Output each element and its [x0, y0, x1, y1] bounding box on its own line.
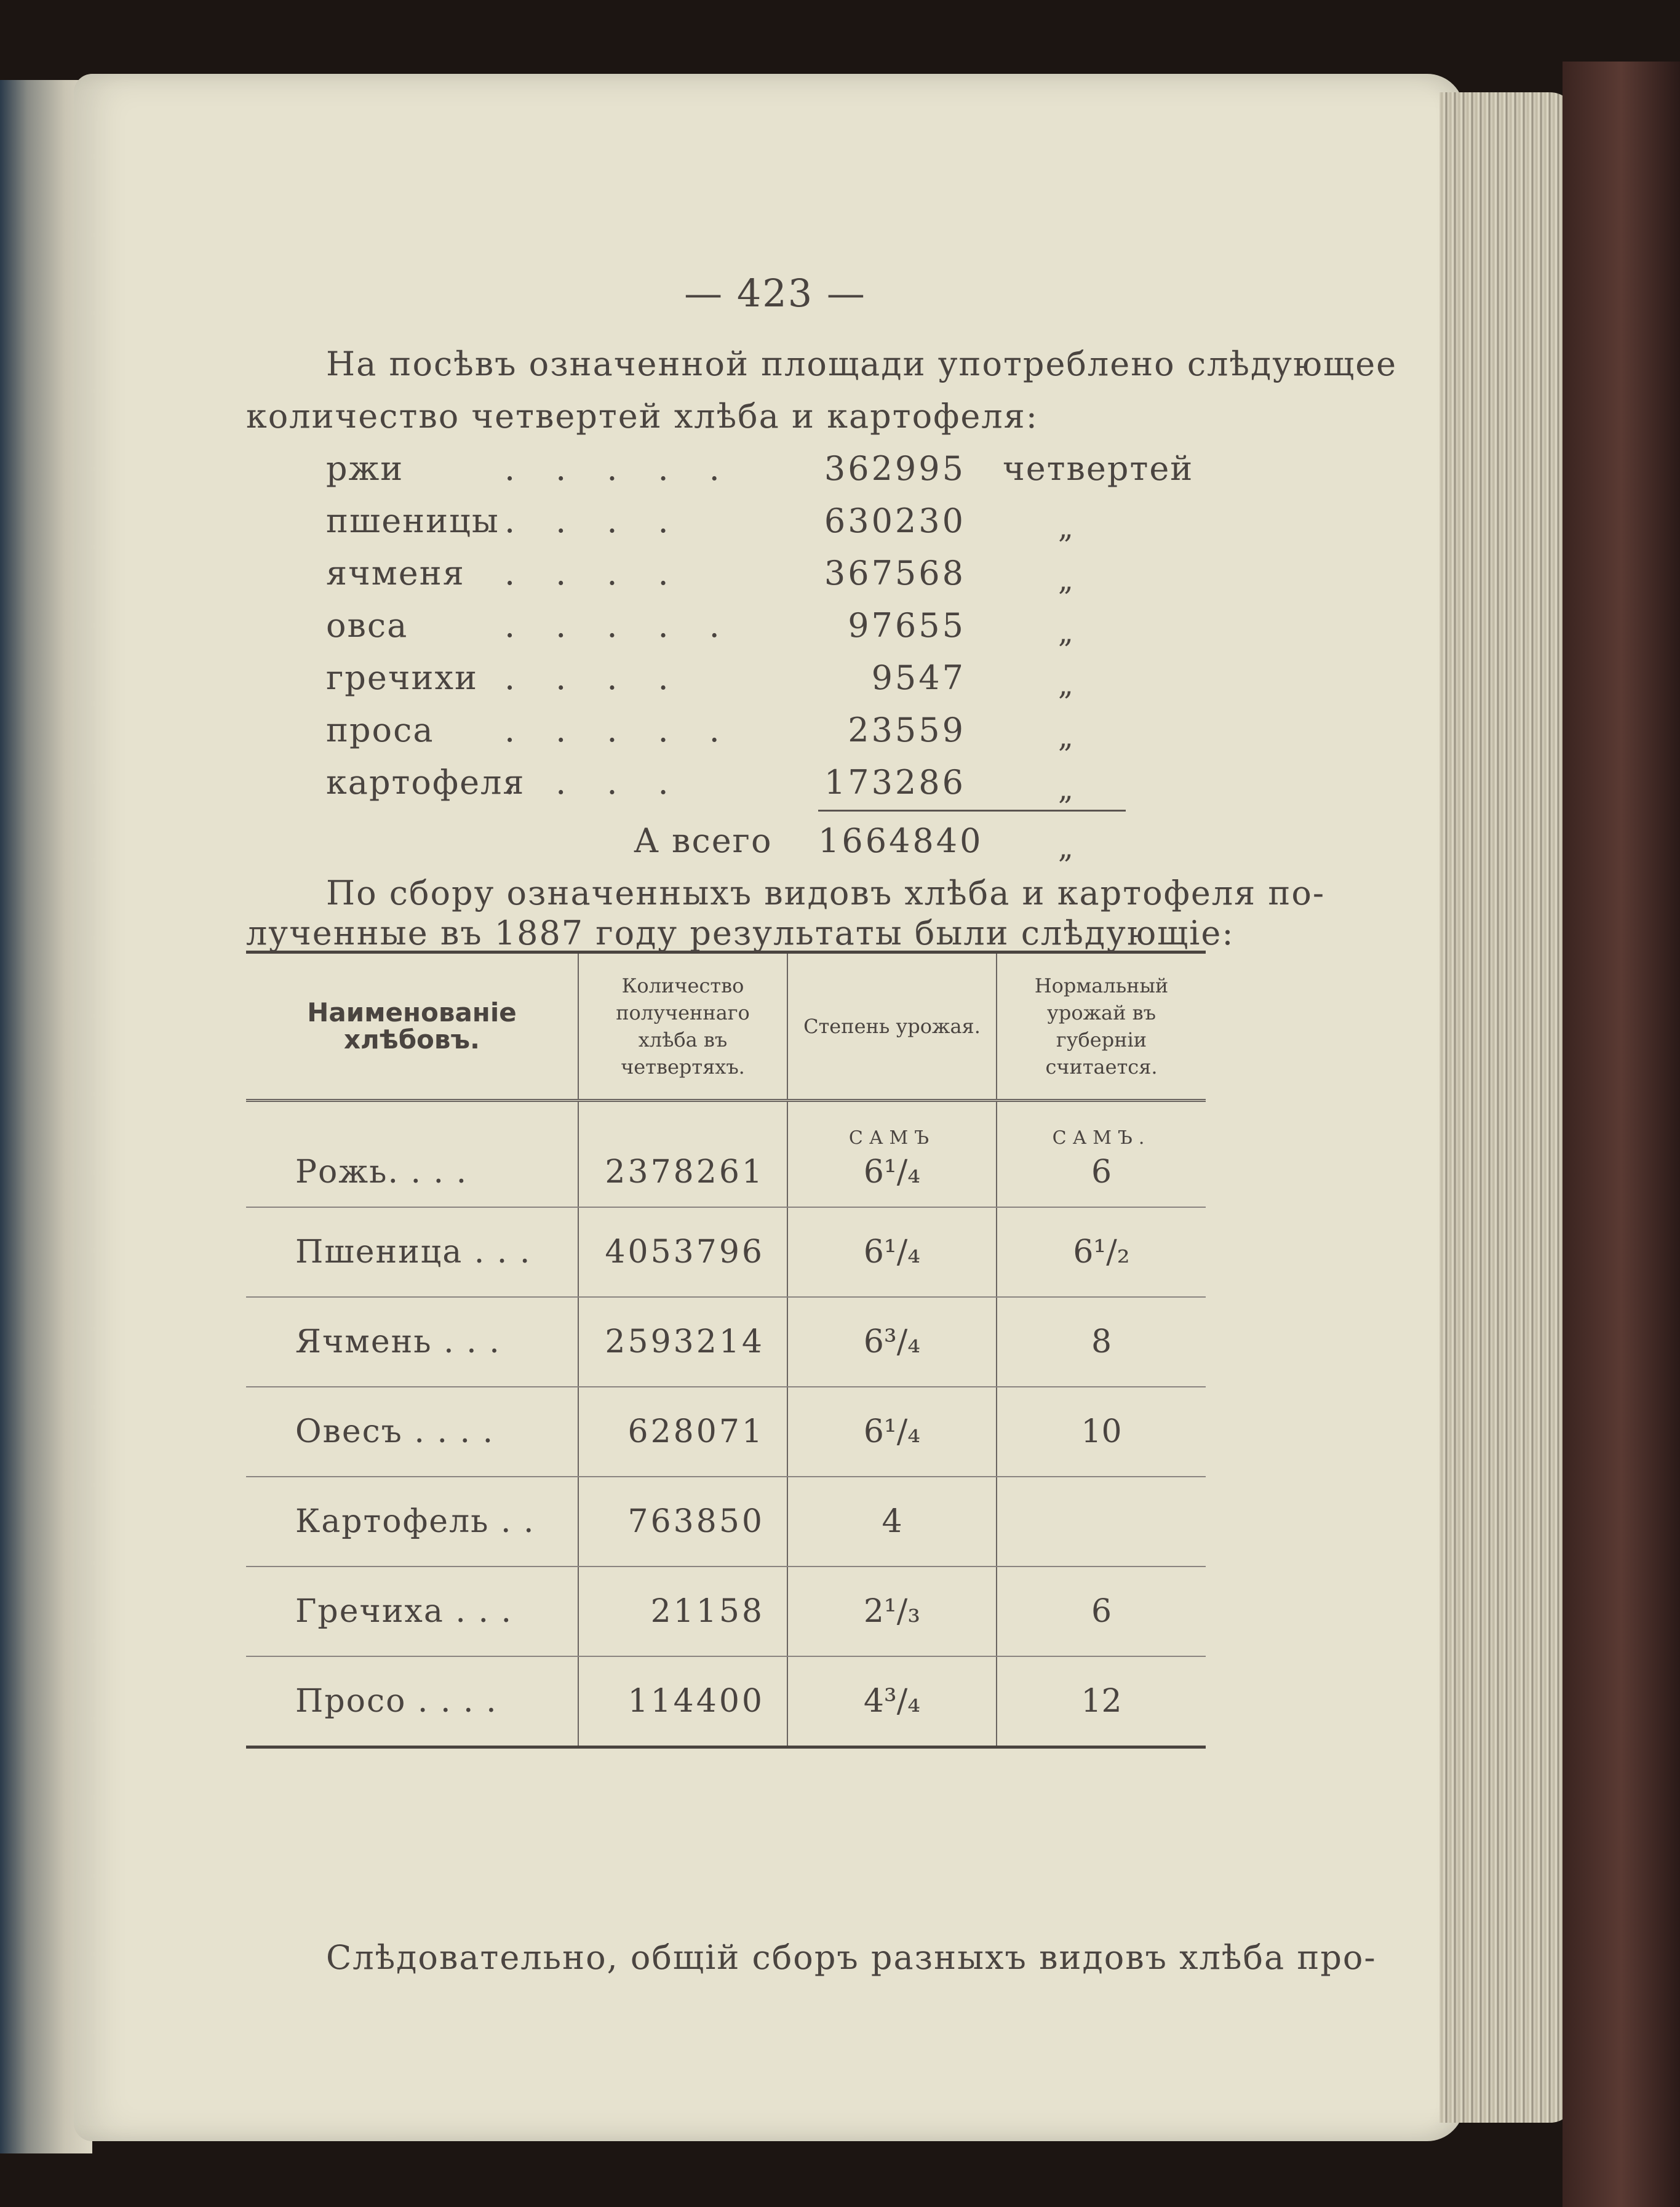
crop-yield: 6¹/₄	[787, 1207, 997, 1297]
leader-dots: .....	[504, 606, 760, 645]
crop-name: Просо . . . .	[246, 1656, 578, 1747]
table-row	[246, 1297, 1206, 1387]
seed-unit: „	[1058, 772, 1073, 807]
table-row	[246, 1387, 1206, 1477]
crop-normal-yield: 8	[997, 1297, 1206, 1387]
seed-unit: „	[1058, 511, 1073, 545]
table-row	[246, 1101, 1206, 1208]
header-yield: Степень урожая.	[787, 952, 997, 1101]
leader-dots: ....	[504, 501, 709, 540]
table-header-row	[246, 952, 1206, 1101]
header-quantity: Количество полученнаго хлѣба въ четвертяхъ.	[578, 952, 787, 1101]
seed-value: 23559	[848, 711, 966, 749]
seed-unit: „	[1058, 720, 1073, 754]
seed-unit: „	[1058, 668, 1073, 702]
crop-name: Пшеница . . .	[246, 1207, 578, 1297]
header-crop-name: Наименованіе хлѣбовъ.	[246, 952, 578, 1101]
crop-normal-yield: 12	[997, 1656, 1206, 1747]
crop-quantity: 21158	[578, 1566, 787, 1656]
table-row	[246, 1656, 1206, 1747]
seed-name: гречихи	[326, 658, 478, 697]
crop-quantity: 2378261	[578, 1101, 787, 1208]
crop-normal-yield	[997, 1477, 1206, 1566]
leader-dots: ....	[504, 554, 709, 593]
table-row	[246, 1566, 1206, 1656]
crop-yield: 4	[787, 1477, 997, 1566]
crop-name: Картофель . .	[246, 1477, 578, 1566]
seed-value: 362995	[824, 449, 966, 488]
header-normal-yield: Нормальный урожай въ губерніи считается.	[997, 952, 1206, 1101]
seed-name: ржи	[326, 449, 404, 488]
intro-line-2: количество четвертей хлѣба и картофеля:	[246, 397, 1038, 436]
crop-normal-yield: 6	[1091, 1154, 1112, 1191]
crop-quantity: 763850	[578, 1477, 787, 1566]
seed-name: овса	[326, 606, 408, 645]
closing-line: Слѣдовательно, общій сборъ разныхъ видовъ хлѣба про-	[326, 1938, 1377, 1977]
crop-yield: 6³/₄	[787, 1297, 997, 1387]
seed-value: 173286	[824, 763, 966, 802]
sum-rule	[818, 810, 1126, 812]
crop-normal-yield: 10	[997, 1387, 1206, 1477]
seed-value: 97655	[848, 606, 966, 645]
crop-normal-cell	[997, 1101, 1206, 1208]
seed-name: картофеля	[326, 763, 525, 802]
crop-quantity: 2593214	[578, 1297, 787, 1387]
page-number: — 423 —	[684, 271, 866, 316]
crop-yield: 2¹/₃	[787, 1566, 997, 1656]
crop-name: Рожь. . . .	[246, 1101, 578, 1208]
seed-name: пшеницы	[326, 501, 500, 540]
table-row	[246, 1477, 1206, 1566]
unit-label: САМЪ.	[1052, 1127, 1151, 1149]
seed-value: 630230	[824, 501, 966, 540]
intro-line-1: На посѣвъ означенной площади употреблено слѣдующее	[326, 345, 1398, 383]
table-row	[246, 1207, 1206, 1297]
seed-total-value: 1664840	[818, 821, 984, 860]
leader-dots: ....	[504, 658, 709, 697]
seed-name: ячменя	[326, 554, 465, 593]
seed-value: 367568	[824, 554, 966, 593]
crop-quantity: 114400	[578, 1656, 787, 1747]
results-intro-line-2: лученные въ 1887 году результаты были слѣдующіе:	[246, 914, 1235, 952]
seed-total-unit: „	[1058, 831, 1073, 865]
leader-dots: ....	[504, 763, 709, 802]
leader-dots: .....	[504, 711, 760, 749]
crop-normal-yield: 6	[997, 1566, 1206, 1656]
seed-name: проса	[326, 711, 434, 749]
seed-unit: „	[1058, 615, 1073, 650]
crop-name: Овесъ . . . .	[246, 1387, 578, 1477]
unit-label: САМЪ	[848, 1127, 936, 1149]
harvest-table	[246, 951, 1206, 1749]
leader-dots: .....	[504, 449, 760, 488]
seed-total-label: А всего	[634, 821, 773, 860]
crop-yield: 6¹/₄	[863, 1154, 921, 1191]
seed-value: 9547	[871, 658, 966, 697]
crop-yield: 4³/₄	[787, 1656, 997, 1747]
crop-yield: 6¹/₄	[787, 1387, 997, 1477]
crop-name: Гречиха . . .	[246, 1566, 578, 1656]
seed-unit: „	[1058, 563, 1073, 597]
crop-quantity: 628071	[578, 1387, 787, 1477]
crop-name: Ячмень . . .	[246, 1297, 578, 1387]
crop-quantity: 4053796	[578, 1207, 787, 1297]
crop-normal-yield: 6¹/₂	[997, 1207, 1206, 1297]
seed-unit: четвертей	[1003, 449, 1194, 488]
results-intro-line-1: По сбору означенныхъ видовъ хлѣба и картофеля по-	[326, 874, 1326, 912]
crop-yield-cell	[787, 1101, 997, 1208]
